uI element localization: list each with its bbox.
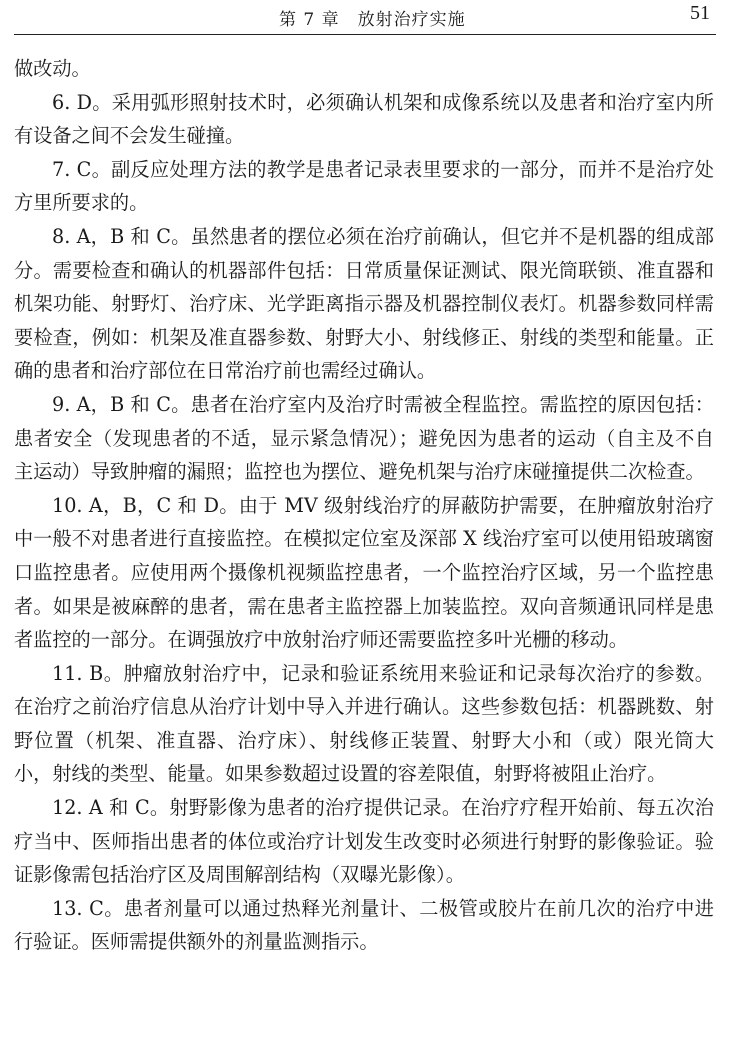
answer-10: 10. A，B，C 和 D。由于 MV 级射线治疗的屏蔽防护需要，在肿瘤放射治疗中一般不对患者进行直接监控。在模拟定位室及深部 X 线治疗室可以使用铅玻璃窗口监控患者。应使用两个摄像机视频监控患者，一个监控治疗区域，另一个监控患者。如果是被麻醉的患者，需在患者主监控器上加装监控。双向音频通讯同样是患者监控的一部分。在调强放疗中放射治疗师还需要监控多叶光栅的移动。 [14,493,714,652]
chapter-title: 第 7 章 放射治疗实施 [279,10,466,30]
running-header [14,0,716,35]
answer-12: 12. A 和 C。射野影像为患者的治疗提供记录。在治疗疗程开始前、每五次治疗当中、医师指出患者的体位或治疗计划发生改变时必须进行射野的影像验证。验证影像需包括治疗区及周围解剖结构（双曝光影像）。 [14,796,714,887]
answer-6: 6. D。采用弧形照射技术时，必须确认机架和成像系统以及患者和治疗室内所有设备之间不会发生碰撞。 [14,90,714,148]
paragraph-continuation: 做改动。 [14,57,91,80]
page-number: 51 [690,2,710,24]
answer-8: 8. A，B 和 C。虽然患者的摆位必须在治疗前确认，但它并不是机器的组成部分。需要检查和确认的机器部件包括：日常质量保证测试、限光筒联锁、准直器和机架功能、射野灯、治疗床、光学距离指示器及机器控制仪表灯。机器参数同样需要检查，例如：机架及准直器参数、射野大小、射线修正、射线的类型和能量。正确的患者和治疗部位在日常治疗前也需经过确认。 [14,224,714,383]
answer-text-body [14,52,714,959]
answer-11: 11. B。肿瘤放射治疗中，记录和验证系统用来验证和记录每次治疗的参数。在治疗之前治疗信息从治疗计划中导入并进行确认。这些参数包括：机器跳数、射野位置（机架、准直器、治疗床）、射线修正装置、射野大小和（或）限光筒大小，射线的类型、能量。如果参数超过设置的容差限值，射野将被阻止治疗。 [14,661,714,786]
answer-7: 7. C。副反应处理方法的教学是患者记录表里要求的一部分，而并不是治疗处方里所要求的。 [14,157,714,215]
answer-9: 9. A，B 和 C。患者在治疗室内及治疗时需被全程监控。需监控的原因包括：患者安全（发现患者的不适，显示紧急情况）；避免因为患者的运动（自主及不自主运动）导致肿瘤的漏照；监控也为摆位、避免机架与治疗床碰撞提供二次检查。 [14,392,714,484]
answer-13: 13. C。患者剂量可以通过热释光剂量计、二极管或胶片在前几次的治疗中进行验证。医师需提供额外的剂量监测指示。 [14,896,714,954]
